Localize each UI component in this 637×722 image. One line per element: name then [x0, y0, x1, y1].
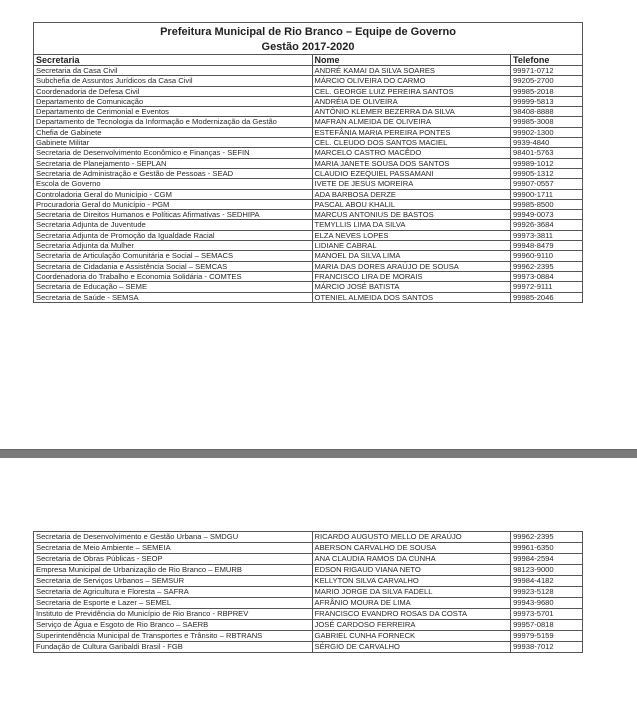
table-row: [34, 199, 583, 209]
nome-cell: OTENIEL ALMEIDA DOS SANTOS: [312, 292, 511, 302]
nome-cell: TEMYLLIS LIMA DA SILVA: [312, 220, 511, 230]
nome-cell: MAFRAN ALMEIDA DE OLIVEIRA: [312, 117, 511, 127]
nome-cell: JOSÉ CARDOSO FERREIRA: [312, 620, 511, 631]
secretaria-cell: Secretaria de Saúde - SEMSA: [34, 292, 313, 302]
table-row: [34, 76, 583, 86]
nome-cell: CEL. CLEUDO DOS SANTOS MACIEL: [312, 138, 511, 148]
table-body-page-2: [34, 532, 583, 653]
column-header-nome: Nome: [312, 55, 511, 66]
table-row: [34, 543, 583, 554]
nome-cell: MÁRCIO JOSÉ BATISTA: [312, 282, 511, 292]
secretaria-cell: Escola de Governo: [34, 179, 313, 189]
secretaria-cell: Departamento de Comunicação: [34, 96, 313, 106]
telefone-cell: 99926-3684: [511, 220, 583, 230]
telefone-cell: 99907-0557: [511, 179, 583, 189]
table-row: [34, 210, 583, 220]
secretaria-cell: Subchefia de Assuntos Jurídicos da Casa Civil: [34, 76, 313, 86]
secretaria-cell: Secretaria de Administração e Gestão de Pessoas - SEAD: [34, 168, 313, 178]
nome-cell: RICARDO AUGUSTO MELLO DE ARAÚJO: [312, 532, 511, 543]
telefone-cell: 99979-5159: [511, 631, 583, 642]
nome-cell: ABERSON CARVALHO DE SOUSA: [312, 543, 511, 554]
secretaria-cell: Secretaria de Direitos Humanos e Políticas Afirmativas - SEDHIPA: [34, 210, 313, 220]
table-row: [34, 230, 583, 240]
secretaria-cell: Instituto de Previdência do Município de Rio Branco - RBPREV: [34, 609, 313, 620]
nome-cell: ANDRÉIA DE OLIVEIRA: [312, 96, 511, 106]
telefone-cell: 98408-8888: [511, 107, 583, 117]
document-subtitle: Gestão 2017-2020: [261, 40, 355, 53]
secretaria-cell: Secretaria da Casa Civil: [34, 66, 313, 76]
nome-cell: MANOEL DA SILVA LIMA: [312, 251, 511, 261]
nome-cell: ANA CLAUDIA RAMOS DA CUNHA: [312, 554, 511, 565]
page-divider: [0, 449, 637, 458]
nome-cell: MARIO JORGE DA SILVA FADELL: [312, 587, 511, 598]
nome-cell: LIDIANE CABRAL: [312, 241, 511, 251]
table-row: [34, 158, 583, 168]
table-row: [34, 598, 583, 609]
table-row: [34, 138, 583, 148]
nome-cell: MARCELO CASTRO MACÊDO: [312, 148, 511, 158]
table-row: [34, 565, 583, 576]
secretaria-cell: Serviço de Água e Esgoto de Rio Branco – SAERB: [34, 620, 313, 631]
table-row: [34, 532, 583, 543]
telefone-cell: 99961-6350: [511, 543, 583, 554]
secretaria-cell: Departamento de Cerimonial e Eventos: [34, 107, 313, 117]
telefone-cell: 99923-5128: [511, 587, 583, 598]
table-row: [34, 261, 583, 271]
nome-cell: AFRÂNIO MOURA DE LIMA: [312, 598, 511, 609]
telefone-cell: 99971-0712: [511, 66, 583, 76]
nome-cell: CEL. GEORGE LUIZ PEREIRA SANTOS: [312, 86, 511, 96]
secretaria-cell: Secretaria de Desenvolvimento Econômico e Finanças - SEFIN: [34, 148, 313, 158]
secretaria-cell: Secretaria Adjunta de Juventude: [34, 220, 313, 230]
telefone-cell: 99957-0818: [511, 620, 583, 631]
secretaria-cell: Secretaria de Articulação Comunitária e Social – SEMACS: [34, 251, 313, 261]
telefone-cell: 99973-3811: [511, 230, 583, 240]
telefone-cell: 98123-9000: [511, 565, 583, 576]
secretaria-cell: Secretaria de Esporte e Lazer – SEMEL: [34, 598, 313, 609]
telefone-cell: 99985-3008: [511, 117, 583, 127]
table-row: [34, 631, 583, 642]
secretaria-cell: Chefia de Gabinete: [34, 127, 313, 137]
table-row: [34, 86, 583, 96]
telefone-cell: 99973-5701: [511, 609, 583, 620]
nome-cell: FRANCISCO EVANDRO ROSAS DA COSTA: [312, 609, 511, 620]
government-team-table-page-1: [33, 22, 583, 303]
secretaria-cell: Secretaria de Obras Públicas - SEOP: [34, 554, 313, 565]
secretaria-cell: Secretaria Adjunta de Promoção da Igualdade Racial: [34, 230, 313, 240]
telefone-cell: 99985-2046: [511, 292, 583, 302]
table-row: [34, 251, 583, 261]
table-row: [34, 642, 583, 653]
nome-cell: ADA BARBOSA DERZE: [312, 189, 511, 199]
table-row: [34, 282, 583, 292]
nome-cell: KELLYTON SILVA CARVALHO: [312, 576, 511, 587]
telefone-cell: 99902-1300: [511, 127, 583, 137]
table-row: [34, 241, 583, 251]
secretaria-cell: Secretaria de Planejamento - SEPLAN: [34, 158, 313, 168]
secretaria-cell: Secretaria de Serviços Urbanos – SEMSUR: [34, 576, 313, 587]
telefone-cell: 99984-4182: [511, 576, 583, 587]
telefone-cell: 99962-2395: [511, 261, 583, 271]
table-row: [34, 609, 583, 620]
telefone-cell: 99984-2594: [511, 554, 583, 565]
nome-cell: ELZA NEVES LOPES: [312, 230, 511, 240]
column-header-telefone: Telefone: [511, 55, 583, 66]
secretaria-cell: Gabinete Militar: [34, 138, 313, 148]
telefone-cell: 99989-1012: [511, 158, 583, 168]
nome-cell: CLAUDIO EZEQUIEL PASSAMANI: [312, 168, 511, 178]
secretaria-cell: Secretaria de Agricultura e Floresta – SAFRA: [34, 587, 313, 598]
table-row: [34, 117, 583, 127]
secretaria-cell: Secretaria de Meio Ambiente – SEMEIA: [34, 543, 313, 554]
secretaria-cell: Procuradoria Geral do Município - PGM: [34, 199, 313, 209]
nome-cell: MARCUS ANTONIUS DE BASTOS: [312, 210, 511, 220]
table-row: [34, 148, 583, 158]
telefone-cell: 99960-9110: [511, 251, 583, 261]
table-title-cell: [34, 23, 583, 55]
nome-cell: IVETE DE JESUS MOREIRA: [312, 179, 511, 189]
table-row: [34, 620, 583, 631]
table-row: [34, 587, 583, 598]
telefone-cell: 99973-0884: [511, 271, 583, 281]
secretaria-cell: Empresa Municipal de Urbanização de Rio Branco – EMURB: [34, 565, 313, 576]
telefone-cell: 99205-2700: [511, 76, 583, 86]
table-row: [34, 66, 583, 76]
nome-cell: ANTÔNIO KLEMER BEZERRA DA SILVA: [312, 107, 511, 117]
telefone-cell: 99962-2395: [511, 532, 583, 543]
telefone-cell: 99900-1711: [511, 189, 583, 199]
secretaria-cell: Coordenadoria do Trabalho e Economia Solidária - COMTES: [34, 271, 313, 281]
table-row: [34, 554, 583, 565]
table-row: [34, 96, 583, 106]
government-team-table-page-2: [33, 531, 583, 653]
secretaria-cell: Coordenadoria de Defesa Civil: [34, 86, 313, 96]
table-row: [34, 189, 583, 199]
table-row: [34, 127, 583, 137]
nome-cell: MÁRCIO OLIVEIRA DO CARMO: [312, 76, 511, 86]
nome-cell: FRANCISCO LIRA DE MORAIS: [312, 271, 511, 281]
telefone-cell: 99949-0073: [511, 210, 583, 220]
nome-cell: PASCAL ABOU KHALIL: [312, 199, 511, 209]
nome-cell: GABRIEL CUNHA FORNECK: [312, 631, 511, 642]
table-row: [34, 168, 583, 178]
table-row: [34, 292, 583, 302]
table-row: [34, 107, 583, 117]
secretaria-cell: Fundação de Cultura Garibaldi Brasil - FGB: [34, 642, 313, 653]
table-row: [34, 271, 583, 281]
telefone-cell: 99999-5813: [511, 96, 583, 106]
nome-cell: ESTEFÂNIA MARIA PEREIRA PONTES: [312, 127, 511, 137]
telefone-cell: 99905-1312: [511, 168, 583, 178]
secretaria-cell: Departamento de Tecnologia da Informação e Modernização da Gestão: [34, 117, 313, 127]
nome-cell: MARIA JANETE SOUSA DOS SANTOS: [312, 158, 511, 168]
nome-cell: MARIA DAS DORES ARAÚJO DE SOUSA: [312, 261, 511, 271]
nome-cell: SÉRGIO DE CARVALHO: [312, 642, 511, 653]
document-title: Prefeitura Municipal de Rio Branco – Equipe de Governo: [160, 26, 456, 38]
telefone-cell: 99943-9680: [511, 598, 583, 609]
secretaria-cell: Superintendência Municipal de Transportes e Trânsito – RBTRANS: [34, 631, 313, 642]
telefone-cell: 99985-2018: [511, 86, 583, 96]
telefone-cell: 98401-5763: [511, 148, 583, 158]
nome-cell: ANDRÉ KAMAI DA SILVA SOARES: [312, 66, 511, 76]
nome-cell: EDSON RIGAUD VIANA NETO: [312, 565, 511, 576]
table-row: [34, 576, 583, 587]
column-header-secretaria: Secretaria: [34, 55, 313, 66]
table-header-row: [34, 55, 583, 66]
secretaria-cell: Secretaria de Educação – SEME: [34, 282, 313, 292]
table-body-page-1: [34, 66, 583, 303]
secretaria-cell: Secretaria de Desenvolvimento e Gestão Urbana – SMDGU: [34, 532, 313, 543]
secretaria-cell: Secretaria de Cidadania e Assistência Social – SEMCAS: [34, 261, 313, 271]
telefone-cell: 9939-4840: [511, 138, 583, 148]
telefone-cell: 99972-9111: [511, 282, 583, 292]
table-row: [34, 179, 583, 189]
telefone-cell: 99948-8479: [511, 241, 583, 251]
telefone-cell: 99985-8500: [511, 199, 583, 209]
secretaria-cell: Secretaria Adjunta da Mulher: [34, 241, 313, 251]
secretaria-cell: Controladoria Geral do Município - CGM: [34, 189, 313, 199]
table-row: [34, 220, 583, 230]
telefone-cell: 99938-7012: [511, 642, 583, 653]
